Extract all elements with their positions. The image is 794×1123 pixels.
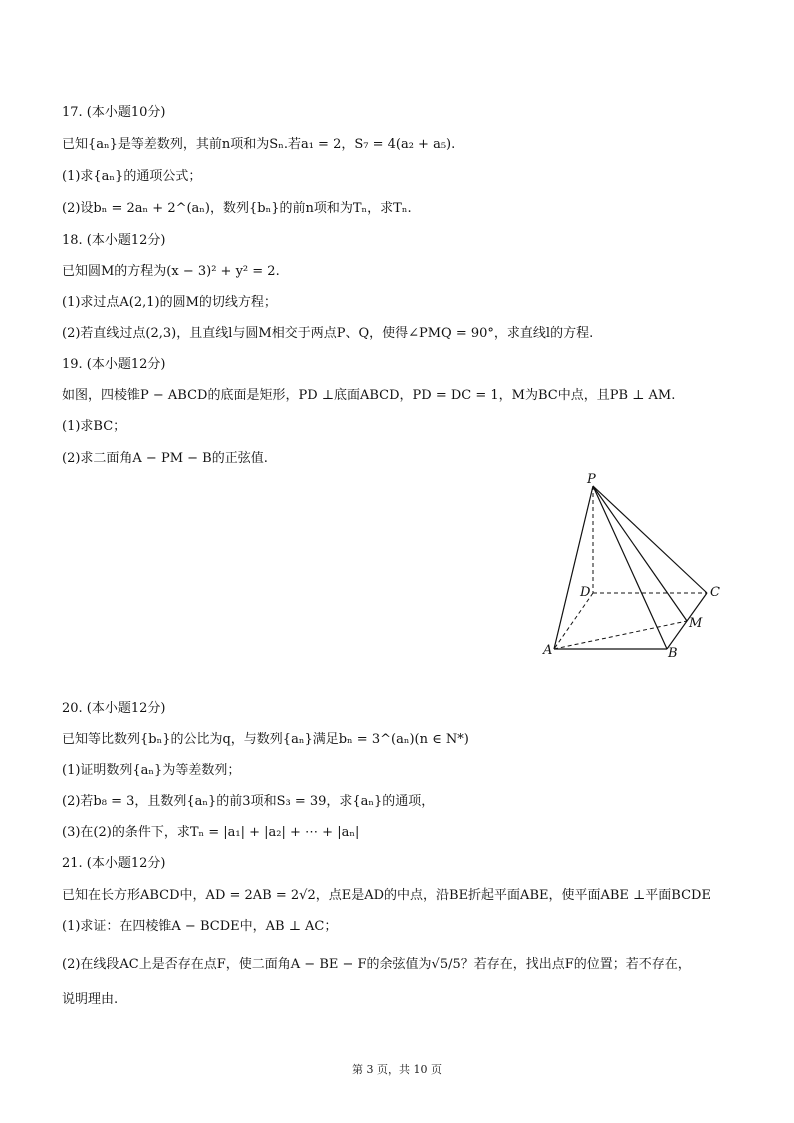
q21-stem: 已知在长方形ABCD中，AD = 2AB = 2√2，点E是AD的中点，沿BE折起平面ABE，使平面ABE ⊥平面BCDE <box>62 888 711 903</box>
q17-part1: (1)求{aₙ}的通项公式； <box>62 169 202 184</box>
q19-stem: 如图，四棱锥P − ABCD的底面是矩形，PD ⊥底面ABCD，PD = DC = 1，M为BC中点，且PB ⊥ AM. <box>62 388 676 403</box>
q18-part2: (2)若直线过点(2,3)，且直线l与圆M相交于两点P、Q，使得∠PMQ = 90°，求直线l的方程. <box>62 326 594 341</box>
q17-header: 17. (本小题10分) <box>62 105 166 120</box>
label-d: D <box>580 585 591 600</box>
edge-am <box>554 621 687 649</box>
q19-part1: (1)求BC； <box>62 419 127 434</box>
q18-stem: 已知圆M的方程为(x − 3)² + y² = 2. <box>62 264 280 279</box>
label-c: C <box>710 585 720 600</box>
edge-pc <box>593 486 707 593</box>
q18-header: 18. (本小题12分) <box>62 233 166 248</box>
q21-part1: (1)求证：在四棱锥A − BCDE中，AB ⊥ AC； <box>62 919 338 934</box>
page-footer: 第 3 页，共 10 页 <box>352 1063 442 1076</box>
q20-part2: (2)若b₈ = 3，且数列{aₙ}的前3项和S₃ = 39，求{aₙ}的通项， <box>62 794 435 809</box>
q20-part3: (3)在(2)的条件下，求Tₙ = |a₁| + |a₂| + ⋯ + |aₙ| <box>62 825 360 840</box>
edge-da <box>554 593 593 649</box>
q17-part2: (2)设bₙ = 2aₙ + 2^(aₙ)，数列{bₙ}的前n项和为Tₙ，求Tₙ. <box>62 201 412 216</box>
label-p: P <box>587 472 596 487</box>
edge-pm <box>593 486 687 621</box>
pyramid-figure <box>530 465 730 665</box>
label-b: B <box>668 646 678 661</box>
edge-pb <box>593 486 667 649</box>
q17-stem: 已知{aₙ}是等差数列，其前n项和为Sₙ.若a₁ = 2，S₇ = 4(a₂ + a₅). <box>62 137 456 152</box>
q21-header: 21. (本小题12分) <box>62 856 166 871</box>
q19-part2: (2)求二面角A − PM − B的正弦值. <box>62 451 268 466</box>
q18-part1: (1)求过点A(2,1)的圆M的切线方程； <box>62 295 277 310</box>
q21-part2-cont: 说明理由. <box>62 992 119 1007</box>
edge-pa <box>554 486 593 649</box>
q21-part2: (2)在线段AC上是否存在点F，使二面角A − BE − F的余弦值为√5/5？若存在，找出点F的位置；若不存在， <box>62 957 691 972</box>
q19-header: 19. (本小题12分) <box>62 357 166 372</box>
label-m: M <box>689 616 703 631</box>
q20-stem: 已知等比数列{bₙ}的公比为q，与数列{aₙ}满足bₙ = 3^(aₙ)(n ∈ N*) <box>62 732 469 747</box>
q20-header: 20. (本小题12分) <box>62 701 166 716</box>
label-a: A <box>543 643 553 658</box>
q20-part1: (1)证明数列{aₙ}为等差数列； <box>62 763 241 778</box>
